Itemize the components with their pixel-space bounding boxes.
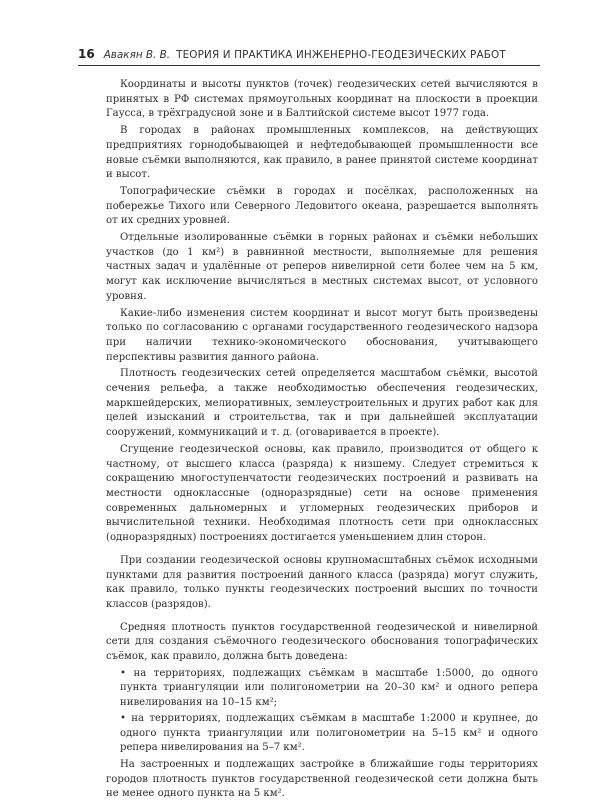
list-item: • на территориях, подлежащих съёмкам в масштабе 1:5000, до одного пункта триангуляции или полигонометрии на 20–30 км² и одного репера нивелирования на 10–15 км²; bbox=[120, 667, 538, 709]
paragraph: В городах в районах промышленных комплексов, на действующих предприятиях горнодобывающей и нефтедобывающей промышленности все новые съёмки выполняются, как правило, в ранее принятой системе координат и высот. bbox=[106, 125, 538, 181]
paragraph: Средняя плотность пунктов государственной геодезической и нивелирной сети для создания съёмочного геодезического обоснования топографических съёмок, как правило, должна быть доведена: bbox=[106, 621, 538, 663]
paragraph: Сгущение геодезической основы, как правило, производится от общего к частному, от высшего класса (разряда) к низшему. Следует стремиться к сокращению многоступенчатости геодезических построений и развивать на местности одноклассные (одноразрядные) сети на основе применения современных дальномерных и угломерных геодезических приборов и вычислительной техники. Необходимая плотность сети при одноклассных (одноразрядных) построениях достигается уменьшением длин сторон. bbox=[106, 443, 538, 544]
paragraph: Координаты и высоты пунктов (точек) геодезических сетей вычисляются в принятых в РФ системах прямоугольных координат на плоскости в проекции Гаусса, в трёхградусной зоне и в Балтийской системе высот 1977 года. bbox=[106, 79, 538, 120]
header-author: Авакян В. В. bbox=[103, 49, 171, 61]
header-title: ТЕОРИЯ И ПРАКТИКА ИНЖЕНЕРНО-ГЕОДЕЗИЧЕСКИХ РАБОТ bbox=[176, 49, 506, 61]
page-number: 16 bbox=[78, 47, 95, 61]
body-text bbox=[106, 78, 538, 802]
list-item: • на территориях, подлежащих съёмкам в масштабе 1:2000 и крупнее, до одного пункта триангуляции или полигонометрии на 5–15 км² и одного репера нивелирования на 5–7 км². bbox=[120, 712, 538, 754]
paragraph: Топографические съёмки в городах и посёлках, расположенных на побережье Тихого или Северного Ледовитого океана, разрешается выполнять от их средних уровней. bbox=[106, 185, 538, 227]
paragraph: Отдельные изолированные съёмки в горных районах и съёмки небольших участков (до 1 км²) в равнинной местности, выполняемые для решения частных задач и удалённые от реперов нивелирной сети более чем на 5 км, могут как исключение вычисляться в местных системах высот, от условного уровня. bbox=[106, 232, 538, 302]
paragraph: При создании геодезической основы крупномасштабных съёмок исходными пунктами для развития построений данного класса (разряда) могут служить, как правило, только пункты геодезических построений высших по точности классов (разрядов). bbox=[106, 554, 538, 610]
running-header bbox=[78, 47, 540, 66]
paragraph: На застроенных и подлежащих застройке в ближайшие годы территориях городов плотность пунктов государственной геодезической сети должна быть не менее одного пункта на 5 км². bbox=[106, 758, 538, 800]
paragraph: Плотность геодезических сетей определяется масштабом съёмки, высотой сечения рельефа, а также необходимостью обеспечения геодезических, маркшейдерских, мелиоративных, землеустроительных и других работ как для целей изысканий и строительства, так и при дальнейшей эксплуатации сооружений, коммуникаций и т. д. (оговаривается в проекте). bbox=[106, 368, 538, 439]
paragraph: Какие-либо изменения систем координат и высот могут быть произведены только по согласованию с органами государственного геодезического надзора при наличии технико-экономического обоснования, учитывающего перспективы развития данного района. bbox=[106, 307, 538, 363]
